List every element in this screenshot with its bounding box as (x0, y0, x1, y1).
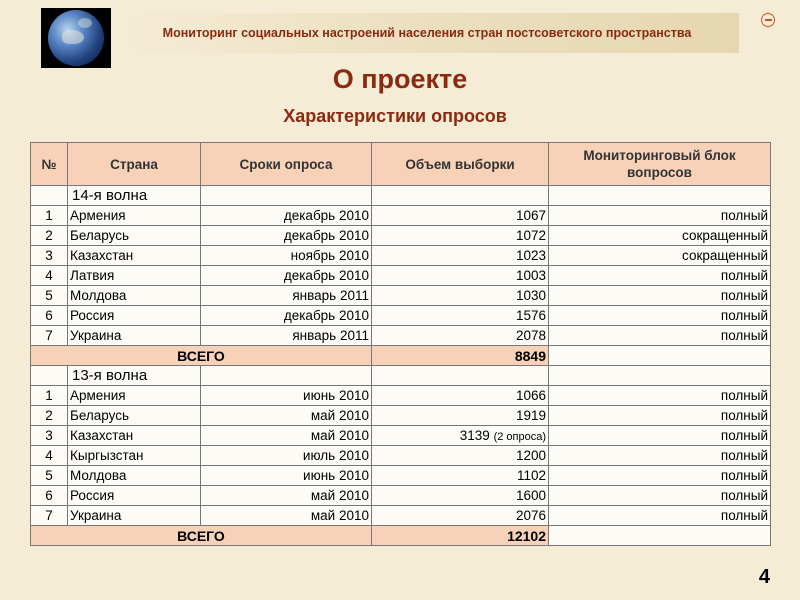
table-row (31, 486, 771, 506)
table-row (31, 306, 771, 326)
survey-date-cell: май 2010 (201, 486, 372, 506)
row-number: 5 (31, 286, 68, 306)
header-banner (115, 13, 739, 53)
survey-date-cell: июль 2010 (201, 446, 372, 466)
wave-label: 13-я волна (68, 366, 201, 386)
row-number: 4 (31, 266, 68, 286)
country-cell: Россия (68, 486, 201, 506)
sample-size: 1066 (515, 388, 546, 403)
total-row (31, 346, 771, 366)
total-value: 12102 (372, 526, 549, 546)
block-cell: полный (549, 266, 771, 286)
sample-cell (372, 446, 549, 466)
sample-size: 2078 (515, 328, 546, 343)
block-cell: полный (549, 426, 771, 446)
survey-date-cell: декабрь 2010 (201, 306, 372, 326)
page-number: 4 (758, 566, 770, 588)
sample-cell (372, 406, 549, 426)
country-cell: Украина (68, 506, 201, 526)
row-number: 4 (31, 446, 68, 466)
globe-icon (48, 10, 104, 66)
table-row (31, 226, 771, 246)
block-cell: полный (549, 206, 771, 226)
table-row (31, 266, 771, 286)
sample-size: 1576 (515, 308, 546, 323)
table-row (31, 426, 771, 446)
country-cell: Казахстан (68, 246, 201, 266)
country-cell: Молдова (68, 466, 201, 486)
row-number: 6 (31, 486, 68, 506)
sample-cell (372, 266, 549, 286)
sample-size: 2076 (515, 508, 546, 523)
country-cell: Кыргызстан (68, 446, 201, 466)
block-cell: полный (549, 506, 771, 526)
survey-date-cell: июнь 2010 (201, 466, 372, 486)
minus-circle-icon[interactable] (761, 13, 775, 27)
survey-table (30, 142, 771, 546)
table-row (31, 406, 771, 426)
table-row (31, 386, 771, 406)
globe-logo (41, 8, 111, 68)
total-label: ВСЕГО (31, 526, 372, 546)
sample-cell (372, 386, 549, 406)
row-number: 7 (31, 326, 68, 346)
table-row (31, 466, 771, 486)
sample-size: 1023 (515, 248, 546, 263)
country-cell: Латвия (68, 266, 201, 286)
sample-size: 1102 (516, 468, 546, 483)
sample-cell (372, 466, 549, 486)
sample-cell (372, 486, 549, 506)
survey-date-cell: январь 2011 (201, 326, 372, 346)
sample-cell (372, 506, 549, 526)
survey-date-cell: январь 2011 (201, 286, 372, 306)
wave-label: 14-я волна (68, 186, 201, 206)
sample-note: (2 опроса) (493, 431, 546, 443)
column-header-sample: Объем выборки (372, 143, 549, 186)
sample-size: 1200 (515, 448, 546, 463)
column-header-block: Мониторинговый блок вопросов (549, 143, 771, 186)
column-header-dates: Сроки опроса (201, 143, 372, 186)
sample-cell (372, 246, 549, 266)
country-cell: Украина (68, 326, 201, 346)
country-cell: Армения (68, 386, 201, 406)
row-number: 3 (31, 246, 68, 266)
block-cell: полный (549, 306, 771, 326)
wave-header-row (31, 366, 771, 386)
sample-cell (372, 286, 549, 306)
row-number: 6 (31, 306, 68, 326)
survey-date-cell: май 2010 (201, 426, 372, 446)
sample-cell (372, 326, 549, 346)
table-row (31, 286, 771, 306)
country-cell: Беларусь (68, 406, 201, 426)
page-subtitle: Характеристики опросов (283, 106, 507, 126)
row-number: 3 (31, 426, 68, 446)
sample-cell (372, 206, 549, 226)
row-number: 2 (31, 226, 68, 246)
table-row (31, 326, 771, 346)
banner-title: Мониторинг социальных настроений населения стран постсоветского пространства (162, 26, 692, 40)
country-cell: Армения (68, 206, 201, 226)
block-cell: сокращенный (549, 226, 771, 246)
table-row (31, 206, 771, 226)
block-cell: сокращенный (549, 246, 771, 266)
sample-size: 1030 (515, 288, 546, 303)
country-cell: Россия (68, 306, 201, 326)
country-cell: Молдова (68, 286, 201, 306)
row-number: 2 (31, 406, 68, 426)
block-cell: полный (549, 286, 771, 306)
table-header-row (31, 143, 771, 186)
block-cell: полный (549, 326, 771, 346)
survey-date-cell: декабрь 2010 (201, 226, 372, 246)
survey-date-cell: ноябрь 2010 (201, 246, 372, 266)
survey-date-cell: май 2010 (201, 506, 372, 526)
sample-size: 1919 (515, 408, 546, 423)
survey-date-cell: май 2010 (201, 406, 372, 426)
sample-size: 1072 (515, 228, 546, 243)
country-cell: Беларусь (68, 226, 201, 246)
block-cell: полный (549, 406, 771, 426)
column-header-number: № (31, 143, 68, 186)
country-cell: Казахстан (68, 426, 201, 446)
wave-header-row (31, 186, 771, 206)
row-number: 1 (31, 386, 68, 406)
total-label: ВСЕГО (31, 346, 372, 366)
row-number: 1 (31, 206, 68, 226)
total-row (31, 526, 771, 546)
sample-cell (372, 426, 549, 446)
survey-date-cell: декабрь 2010 (201, 266, 372, 286)
table-row (31, 446, 771, 466)
block-cell: полный (549, 386, 771, 406)
page-title: О проекте (332, 64, 468, 94)
sample-size: 1067 (515, 208, 546, 223)
sample-size: 1600 (515, 488, 546, 503)
sample-cell (372, 306, 549, 326)
sample-size: 1003 (515, 268, 546, 283)
table-row (31, 246, 771, 266)
block-cell: полный (549, 446, 771, 466)
survey-date-cell: декабрь 2010 (201, 206, 372, 226)
block-cell: полный (549, 466, 771, 486)
survey-date-cell: июнь 2010 (201, 386, 372, 406)
block-cell: полный (549, 486, 771, 506)
row-number: 5 (31, 466, 68, 486)
sample-cell (372, 226, 549, 246)
sample-size: 3139 (459, 428, 490, 443)
column-header-country: Страна (68, 143, 201, 186)
row-number: 7 (31, 506, 68, 526)
total-value: 8849 (372, 346, 549, 366)
table-row (31, 506, 771, 526)
